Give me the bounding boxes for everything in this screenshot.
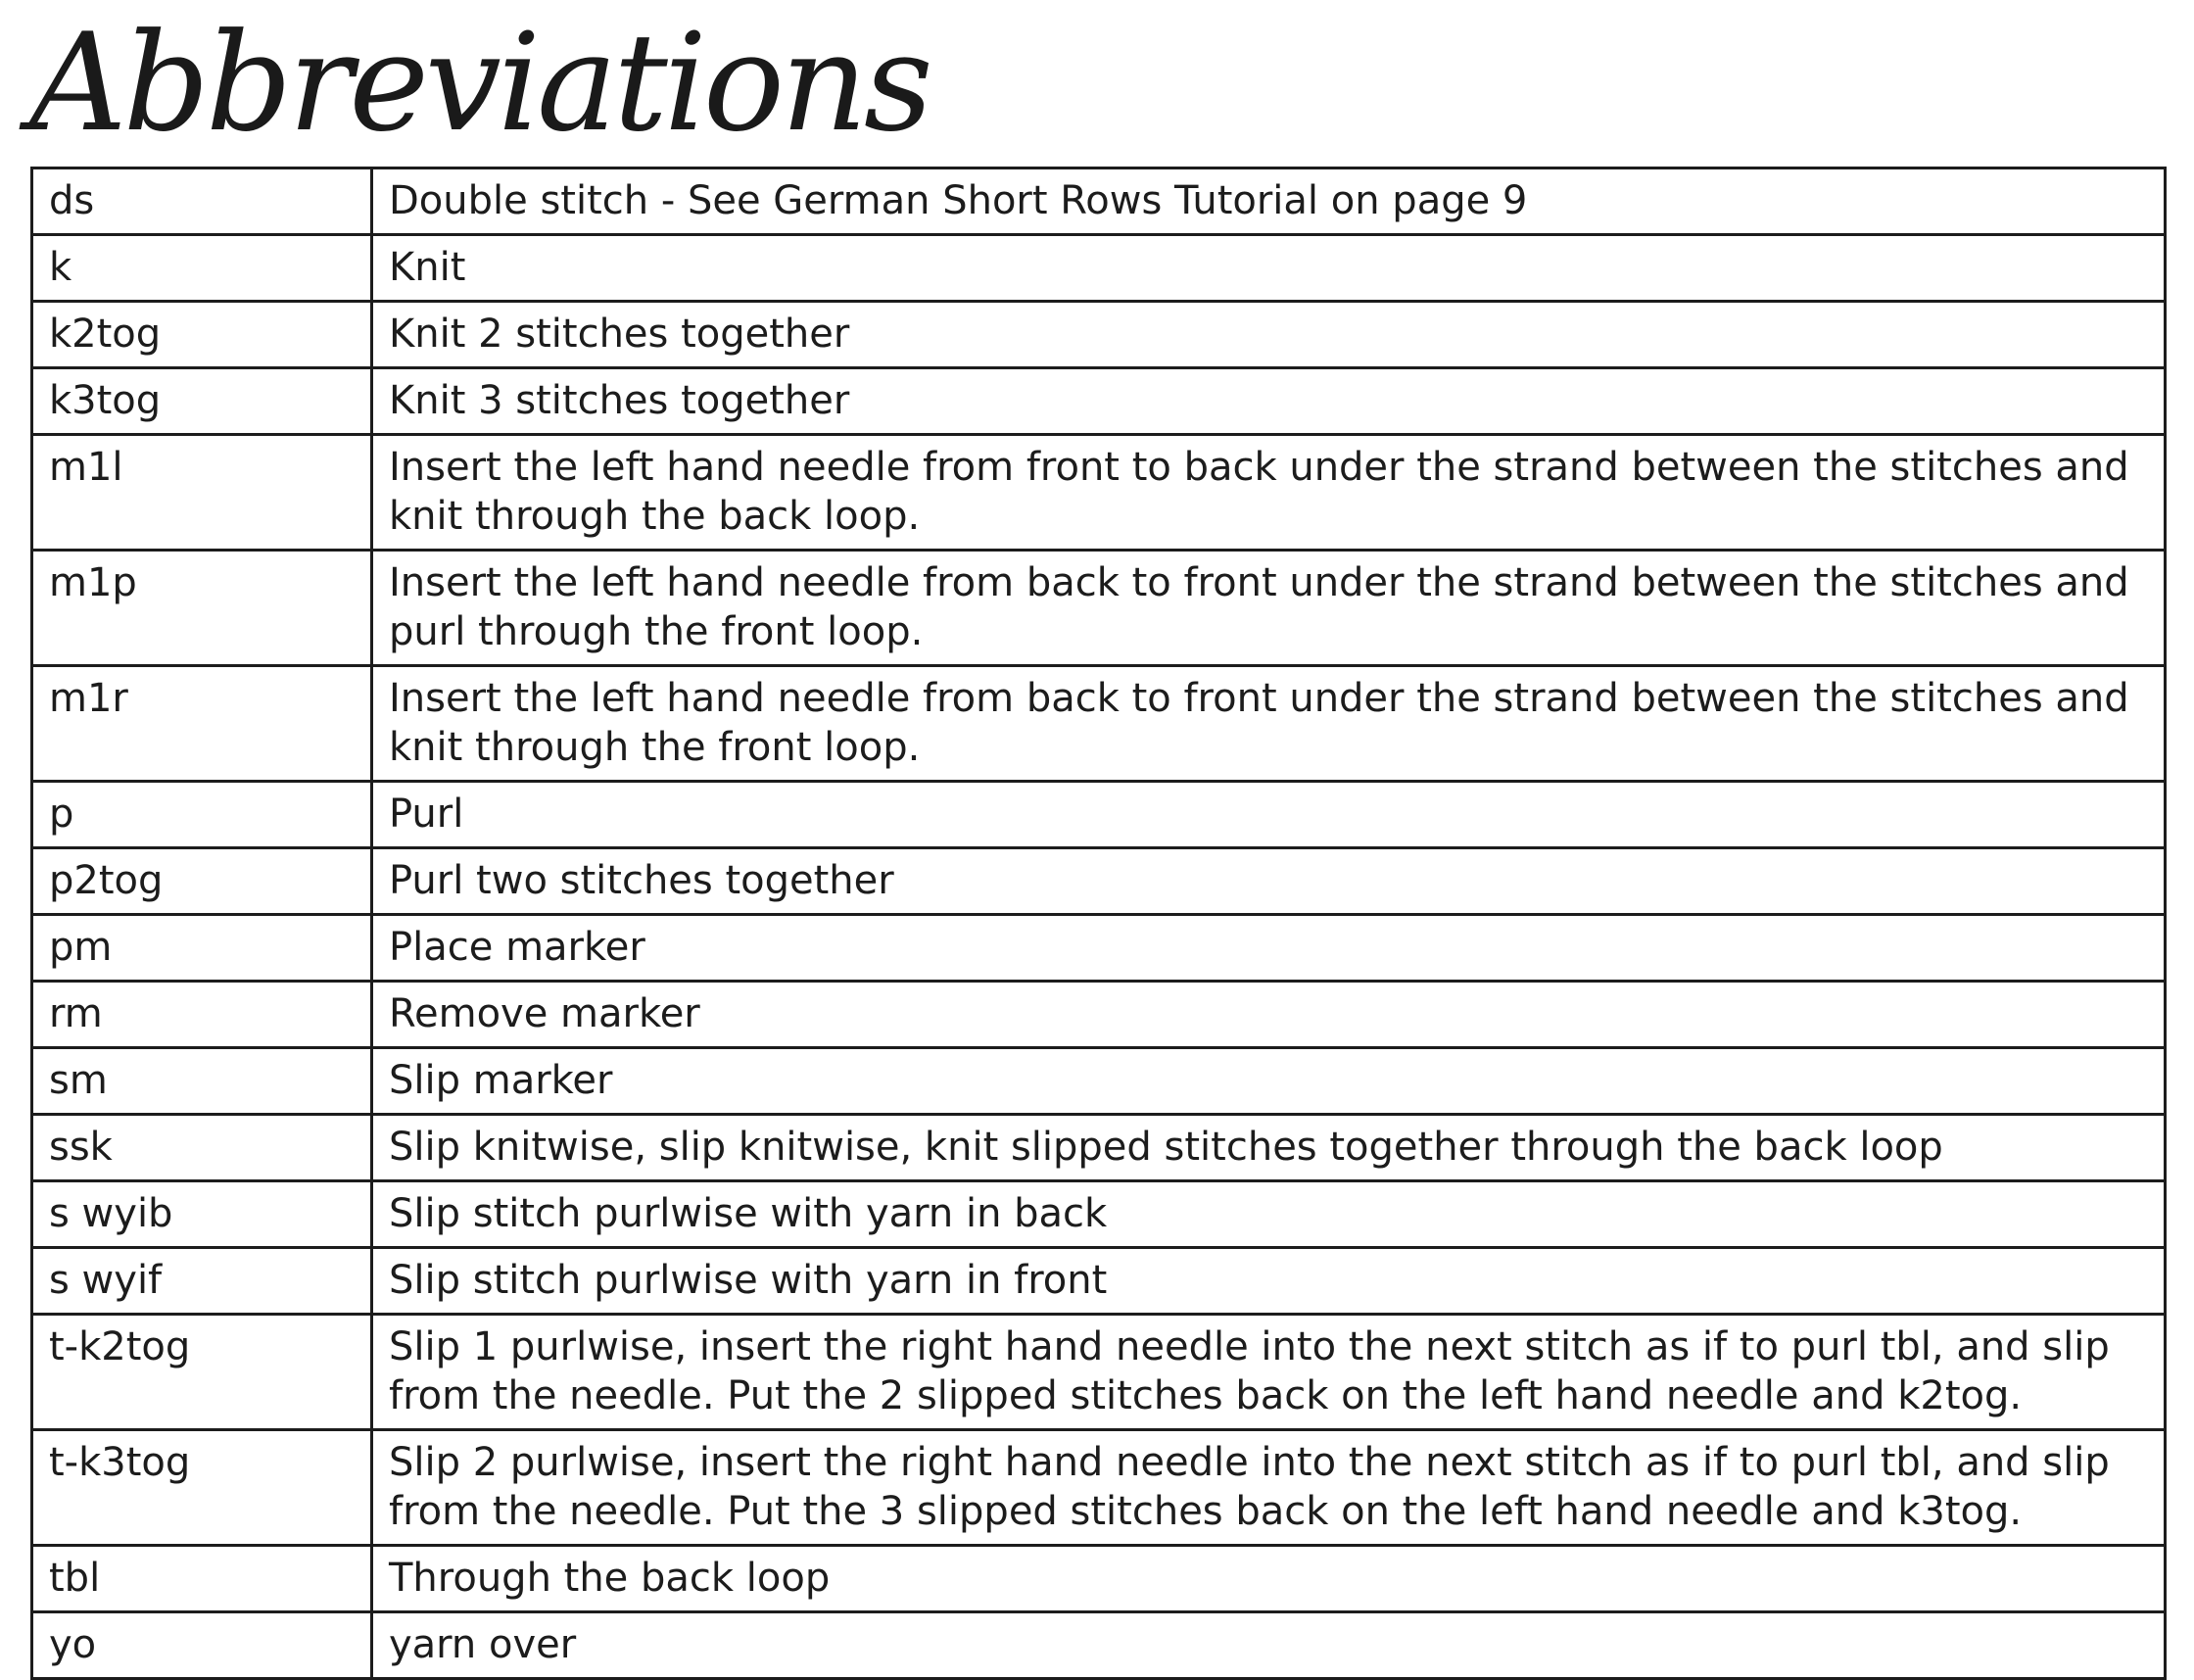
definition-cell: Insert the left hand needle from back to front under the strand between the stitches and purl through the front loop. bbox=[372, 551, 2166, 666]
abbreviation-cell: pm bbox=[32, 915, 372, 982]
definition-cell: Purl bbox=[372, 782, 2166, 848]
abbreviation-cell: t-k3tog bbox=[32, 1430, 372, 1546]
page-title: Abbreviations bbox=[29, 4, 930, 162]
definition-cell: yarn over bbox=[372, 1612, 2166, 1679]
table-row bbox=[32, 1430, 2166, 1546]
table-row bbox=[32, 1181, 2166, 1248]
table-row bbox=[32, 848, 2166, 915]
abbreviation-cell: s wyib bbox=[32, 1181, 372, 1248]
abbreviation-cell: ds bbox=[32, 168, 372, 235]
table-row bbox=[32, 1546, 2166, 1612]
abbreviation-cell: rm bbox=[32, 982, 372, 1048]
table-row bbox=[32, 1248, 2166, 1315]
definition-cell: Slip 2 purlwise, insert the right hand needle into the next stitch as if to purl tbl, and slip from the needle. Put the 3 slipped stitches back on the left hand needle and k3tog. bbox=[372, 1430, 2166, 1546]
table-row bbox=[32, 168, 2166, 235]
abbreviations-table bbox=[30, 167, 2167, 1680]
table-row bbox=[32, 302, 2166, 368]
definition-cell: Remove marker bbox=[372, 982, 2166, 1048]
abbreviation-cell: k bbox=[32, 235, 372, 302]
abbreviation-cell: tbl bbox=[32, 1546, 372, 1612]
table-row bbox=[32, 1048, 2166, 1115]
definition-cell: Slip knitwise, slip knitwise, knit slipped stitches together through the back loop bbox=[372, 1115, 2166, 1181]
abbreviation-cell: m1r bbox=[32, 666, 372, 782]
definition-cell: Knit bbox=[372, 235, 2166, 302]
table-row bbox=[32, 435, 2166, 551]
table-row bbox=[32, 915, 2166, 982]
definition-cell: Double stitch - See German Short Rows Tutorial on page 9 bbox=[372, 168, 2166, 235]
abbreviation-cell: t-k2tog bbox=[32, 1315, 372, 1430]
definition-cell: Place marker bbox=[372, 915, 2166, 982]
definition-cell: Insert the left hand needle from back to front under the strand between the stitches and knit through the front loop. bbox=[372, 666, 2166, 782]
definition-cell: Knit 3 stitches together bbox=[372, 368, 2166, 435]
abbreviation-cell: k3tog bbox=[32, 368, 372, 435]
table-row bbox=[32, 1315, 2166, 1430]
definition-cell: Insert the left hand needle from front to back under the strand between the stitches and knit through the back loop. bbox=[372, 435, 2166, 551]
abbreviation-cell: m1p bbox=[32, 551, 372, 666]
table-row bbox=[32, 1115, 2166, 1181]
table-row bbox=[32, 551, 2166, 666]
definition-cell: Slip marker bbox=[372, 1048, 2166, 1115]
table-row bbox=[32, 782, 2166, 848]
definition-cell: Slip stitch purlwise with yarn in front bbox=[372, 1248, 2166, 1315]
table-row bbox=[32, 1612, 2166, 1679]
abbreviation-cell: k2tog bbox=[32, 302, 372, 368]
abbreviation-cell: sm bbox=[32, 1048, 372, 1115]
abbreviation-cell: yo bbox=[32, 1612, 372, 1679]
table-row bbox=[32, 368, 2166, 435]
definition-cell: Through the back loop bbox=[372, 1546, 2166, 1612]
abbreviation-cell: p2tog bbox=[32, 848, 372, 915]
abbreviation-cell: ssk bbox=[32, 1115, 372, 1181]
table-row bbox=[32, 982, 2166, 1048]
definition-cell: Slip stitch purlwise with yarn in back bbox=[372, 1181, 2166, 1248]
definition-cell: Slip 1 purlwise, insert the right hand needle into the next stitch as if to purl tbl, and slip from the needle. Put the 2 slipped stitches back on the left hand needle and k2tog. bbox=[372, 1315, 2166, 1430]
abbreviation-cell: m1l bbox=[32, 435, 372, 551]
definition-cell: Knit 2 stitches together bbox=[372, 302, 2166, 368]
abbreviation-cell: p bbox=[32, 782, 372, 848]
table-row bbox=[32, 666, 2166, 782]
abbreviation-cell: s wyif bbox=[32, 1248, 372, 1315]
table-row bbox=[32, 235, 2166, 302]
definition-cell: Purl two stitches together bbox=[372, 848, 2166, 915]
